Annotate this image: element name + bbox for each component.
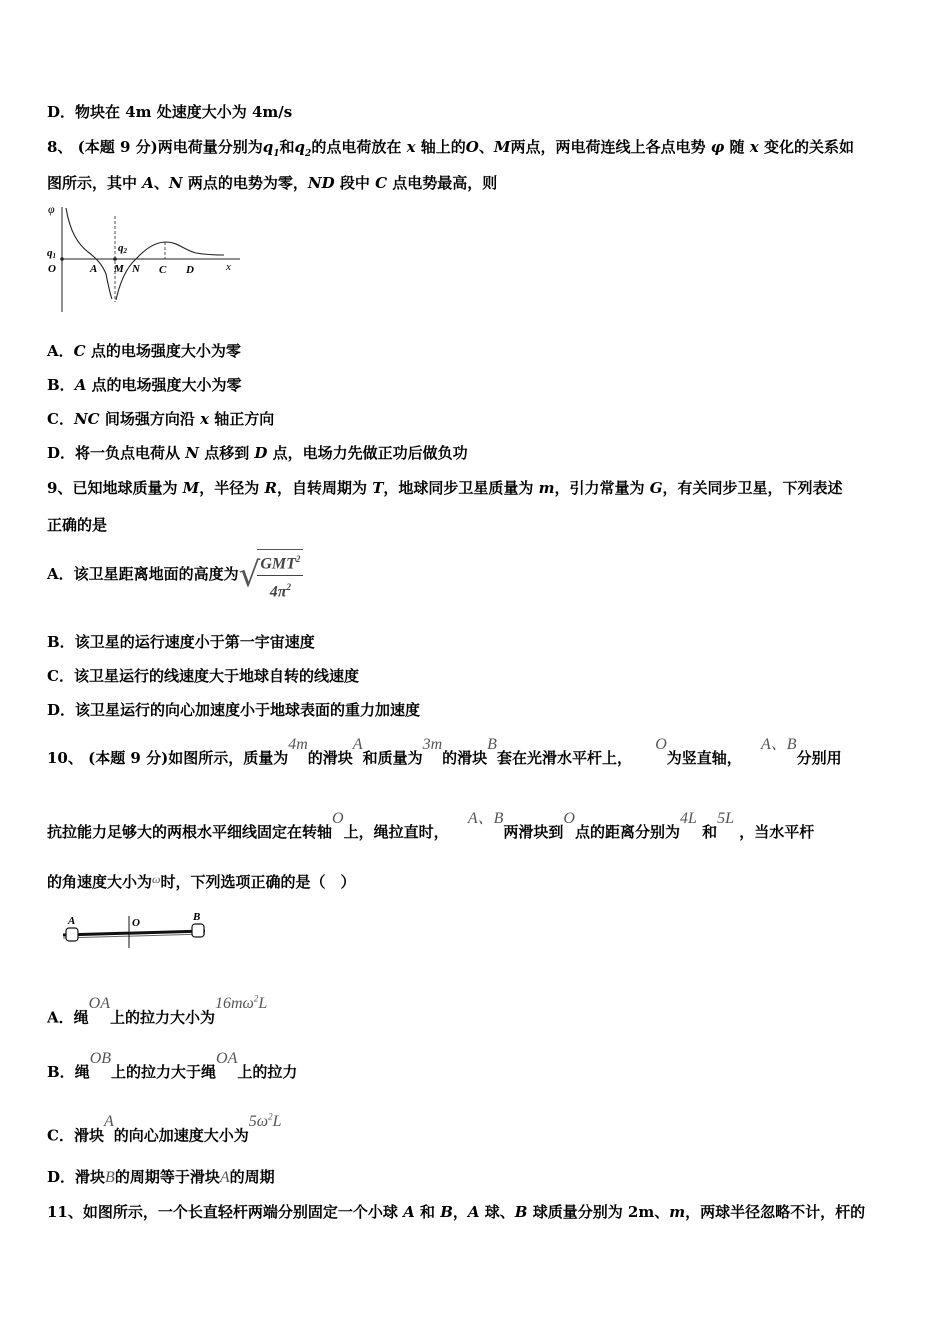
stem-text: 上，绳拉直时，	[343, 823, 449, 841]
m-label: M	[114, 263, 124, 275]
stem-text: ，	[452, 1203, 468, 1221]
stem-text: ，半径为	[199, 479, 265, 497]
question-number: 9、	[47, 479, 73, 497]
q9-stem-line2	[47, 515, 107, 535]
block-a	[66, 928, 78, 941]
a-symbol: A	[403, 1203, 415, 1221]
question-number: 8、	[47, 138, 73, 156]
stem-text: 套在光滑水平杆上，	[496, 749, 632, 767]
option-text: 点的电场强度大小为零	[86, 376, 242, 394]
option-letter: B．	[47, 633, 75, 651]
q10-stem-line2	[47, 810, 815, 843]
option-text: 上的拉力	[237, 1063, 298, 1081]
q8-option-c	[47, 409, 274, 429]
option-text: 点移到	[198, 444, 255, 462]
math-o: O	[332, 810, 344, 827]
stem-text: 、	[153, 174, 169, 192]
math-oa: OA	[216, 1050, 238, 1067]
label-o: O	[132, 917, 140, 929]
q8-stem-line1	[47, 137, 854, 164]
option-symbol: x	[200, 410, 210, 428]
option-text: 的向心加速度大小为	[113, 1126, 249, 1145]
math-5w2l: $5\omega^2L$	[248, 1112, 282, 1131]
q10-option-c	[47, 1112, 282, 1146]
option-text: 的周期等于滑块	[114, 1168, 220, 1186]
x-symbol: x	[749, 138, 759, 156]
rod-figure	[55, 908, 220, 950]
stem-text: 点电势最高，则	[392, 174, 498, 192]
q2-point	[113, 257, 117, 261]
stem-text: 、	[654, 1203, 670, 1221]
m-symbol: M	[182, 479, 200, 497]
stem-text: 的角速度大小为	[47, 873, 153, 891]
stem-text: 时，下列选项正确的是（ ）	[160, 873, 356, 891]
stem-text: ，自转周期为	[276, 479, 373, 497]
math-a: A	[103, 1113, 114, 1131]
stem-text: 抗拉能力足够大的两根水平细线固定在转轴	[47, 823, 333, 841]
block-b	[192, 924, 204, 937]
math-ab: A、B	[761, 736, 797, 753]
x-symbol: x	[406, 138, 416, 156]
stem-text: ，引力常量为	[554, 479, 650, 497]
option-letter: A．	[47, 1008, 74, 1027]
c-label: C	[159, 264, 167, 276]
question-points: (本题 9 分)	[88, 749, 169, 767]
q2-symbol: $q_2$	[294, 138, 312, 159]
option-text: 轴正方向	[209, 410, 275, 428]
n-label: N	[132, 263, 140, 275]
option-text: 点的电场强度大小为零	[85, 342, 241, 360]
sqrt-sign: √	[238, 555, 261, 595]
math-oa: OA	[88, 995, 110, 1013]
stem-text: 如图所示，质量为	[168, 749, 289, 767]
option-text: 滑块	[75, 1168, 106, 1186]
stem-text: 正确的是	[47, 516, 108, 534]
option-text: 绳	[73, 1008, 89, 1027]
option-letter: D．	[47, 103, 76, 121]
stem-text: 轴上的	[420, 138, 466, 156]
q9-stem-line1	[47, 478, 843, 498]
stem-text: 两点，两电荷连线上各点电势	[510, 138, 706, 156]
option-letter: B．	[47, 1063, 75, 1081]
c-symbol: C	[375, 174, 388, 192]
stem-text: 随	[729, 138, 745, 156]
math-b: B	[105, 1169, 115, 1186]
mass-symbol: m	[538, 479, 555, 497]
stem-text: ，地球同步卫星质量为	[383, 479, 539, 497]
option-letter: C．	[47, 667, 74, 685]
stem-text: 为竖直轴，	[666, 749, 742, 767]
stem-text: 已知地球质量为	[72, 479, 183, 497]
q10-stem-line1	[47, 736, 842, 769]
stem-text: 和	[702, 823, 718, 841]
option-text: 上的拉力大于绳	[111, 1063, 217, 1081]
q1-symbol: $q_1$	[262, 138, 280, 159]
m-symbol: M	[493, 138, 511, 156]
math-o: O	[655, 736, 667, 753]
r-symbol: R	[264, 479, 277, 497]
question-number: 11、	[47, 1203, 83, 1221]
math-4m: 4m	[288, 736, 308, 753]
option-symbol: D	[254, 444, 268, 462]
q1-point	[60, 257, 64, 261]
stem-text: 如图所示，一个长直轻杆两端分别固定一个小球	[82, 1203, 404, 1221]
question-points: (本题 9 分)	[77, 138, 158, 156]
option-symbol: NC	[73, 410, 100, 428]
q9-option-a	[47, 548, 303, 601]
option-text: 上的拉力大小为	[109, 1008, 215, 1027]
stem-text: 的点电荷放在	[311, 138, 402, 156]
q8-option-b	[47, 375, 242, 395]
option-letter: C．	[47, 1126, 74, 1145]
stem-text: 和	[414, 1203, 441, 1221]
math-a: A	[219, 1169, 230, 1186]
option-text: 绳	[74, 1063, 90, 1081]
o-symbol: O	[465, 138, 479, 156]
stem-text: 点的距离分别为	[574, 823, 680, 841]
option-text: 该卫星的运行速度小于第一宇宙速度	[74, 633, 315, 651]
a-label: A	[90, 263, 98, 275]
option-letter: B．	[47, 376, 75, 394]
label-a: A	[68, 915, 76, 927]
option-symbol: A	[74, 376, 87, 394]
q10-stem-line3	[47, 872, 356, 893]
t-symbol: T	[372, 479, 384, 497]
math-b: B	[487, 736, 497, 753]
math-4l: 4L	[679, 810, 697, 827]
potential-graph	[44, 202, 244, 318]
math-ab: A、B	[467, 810, 504, 827]
math-a: A	[352, 736, 363, 753]
stem-text: 、	[478, 138, 494, 156]
nd-symbol: ND	[307, 174, 335, 192]
stem-text: 两电荷量分别为	[157, 138, 263, 156]
q1-label: q1	[47, 247, 56, 260]
g-symbol: G	[649, 479, 663, 497]
q8-stem-line2	[47, 173, 497, 193]
question-number: 10、	[47, 749, 83, 767]
stem-text: 球质量分别为	[527, 1203, 628, 1221]
stem-text: 两滑块到	[503, 823, 564, 841]
stem-text: ，当水平杆	[739, 823, 815, 841]
o-label: O	[48, 263, 56, 275]
mass-m: m	[669, 1203, 686, 1221]
math-16mw2l: $16m\omega^2L$	[215, 994, 268, 1013]
stem-text: 变化的关系如	[763, 138, 854, 156]
b-symbol: B	[514, 1203, 528, 1221]
phi-label: φ	[48, 202, 55, 216]
phi-symbol: φ	[710, 138, 725, 156]
b-symbol: B	[440, 1203, 453, 1221]
math-3m: 3m	[422, 736, 443, 753]
q2-label: q2	[118, 242, 127, 255]
math-omega: ω	[152, 872, 161, 886]
stem-text: 和	[279, 138, 295, 156]
stem-text: 段中	[339, 174, 370, 192]
option-letter: D．	[47, 444, 76, 462]
option-text: 间场强方向沿	[99, 410, 201, 428]
stem-text: 分别用	[796, 749, 842, 767]
option-text: 滑块	[73, 1126, 104, 1145]
stem-text: 图所示，其中	[47, 174, 138, 192]
q8-option-a	[47, 341, 241, 361]
label-b: B	[193, 911, 201, 923]
q7-option-d	[47, 102, 292, 122]
n-symbol: N	[168, 174, 183, 192]
q10-option-a	[47, 994, 268, 1028]
a-symbol: A	[467, 1203, 480, 1221]
option-letter: A．	[47, 342, 74, 360]
stem-text: 两点的电势为零，	[187, 174, 308, 192]
curve-left	[66, 208, 112, 299]
option-letter: D．	[47, 701, 76, 719]
stem-text: 的滑块	[442, 749, 488, 767]
q9-option-b	[47, 632, 315, 652]
q9-option-d	[47, 700, 420, 720]
option-symbol: N	[185, 444, 199, 462]
option-text: 物块在 4m 处速度大小为 4m/s	[75, 103, 293, 121]
stem-text: ，两球半径忽略不计，杆的	[685, 1203, 866, 1221]
q11-stem-line1	[47, 1202, 865, 1222]
math-ob: OB	[89, 1050, 112, 1067]
stem-text: 和质量为	[362, 749, 423, 767]
q10-option-d	[47, 1167, 275, 1188]
option-text: 该卫星运行的向心加速度小于地球表面的重力加速度	[75, 701, 421, 719]
option-text: 将一负点电荷从	[75, 444, 186, 462]
stem-text: 的滑块	[307, 749, 353, 767]
stem-text: 球、	[479, 1203, 515, 1221]
option-text: 的周期	[229, 1168, 275, 1186]
option-letter: C．	[47, 410, 74, 428]
option-letter: D．	[47, 1168, 76, 1186]
option-text: 该卫星运行的线速度大于地球自转的线速度	[73, 667, 359, 685]
q10-option-b	[47, 1050, 298, 1083]
height-fraction: $\frac{GMT^2}{4\pi^2}$	[257, 549, 303, 602]
q9-option-c	[47, 666, 359, 686]
a-symbol: A	[142, 174, 154, 192]
q8-option-d	[47, 443, 468, 463]
mass-2m: 2m	[627, 1203, 655, 1221]
math-o: O	[563, 810, 575, 827]
option-text: 该卫星距离地面的高度为	[73, 565, 239, 583]
x-label: x	[226, 261, 231, 273]
option-text: 点，电场力先做正功后做负功	[267, 444, 468, 462]
d-label: D	[186, 264, 194, 276]
option-letter: A．	[47, 565, 74, 583]
math-5l: 5L	[717, 810, 735, 827]
option-symbol: C	[73, 342, 86, 360]
stem-text: ，有关同步卫星，下列表述	[662, 479, 843, 497]
